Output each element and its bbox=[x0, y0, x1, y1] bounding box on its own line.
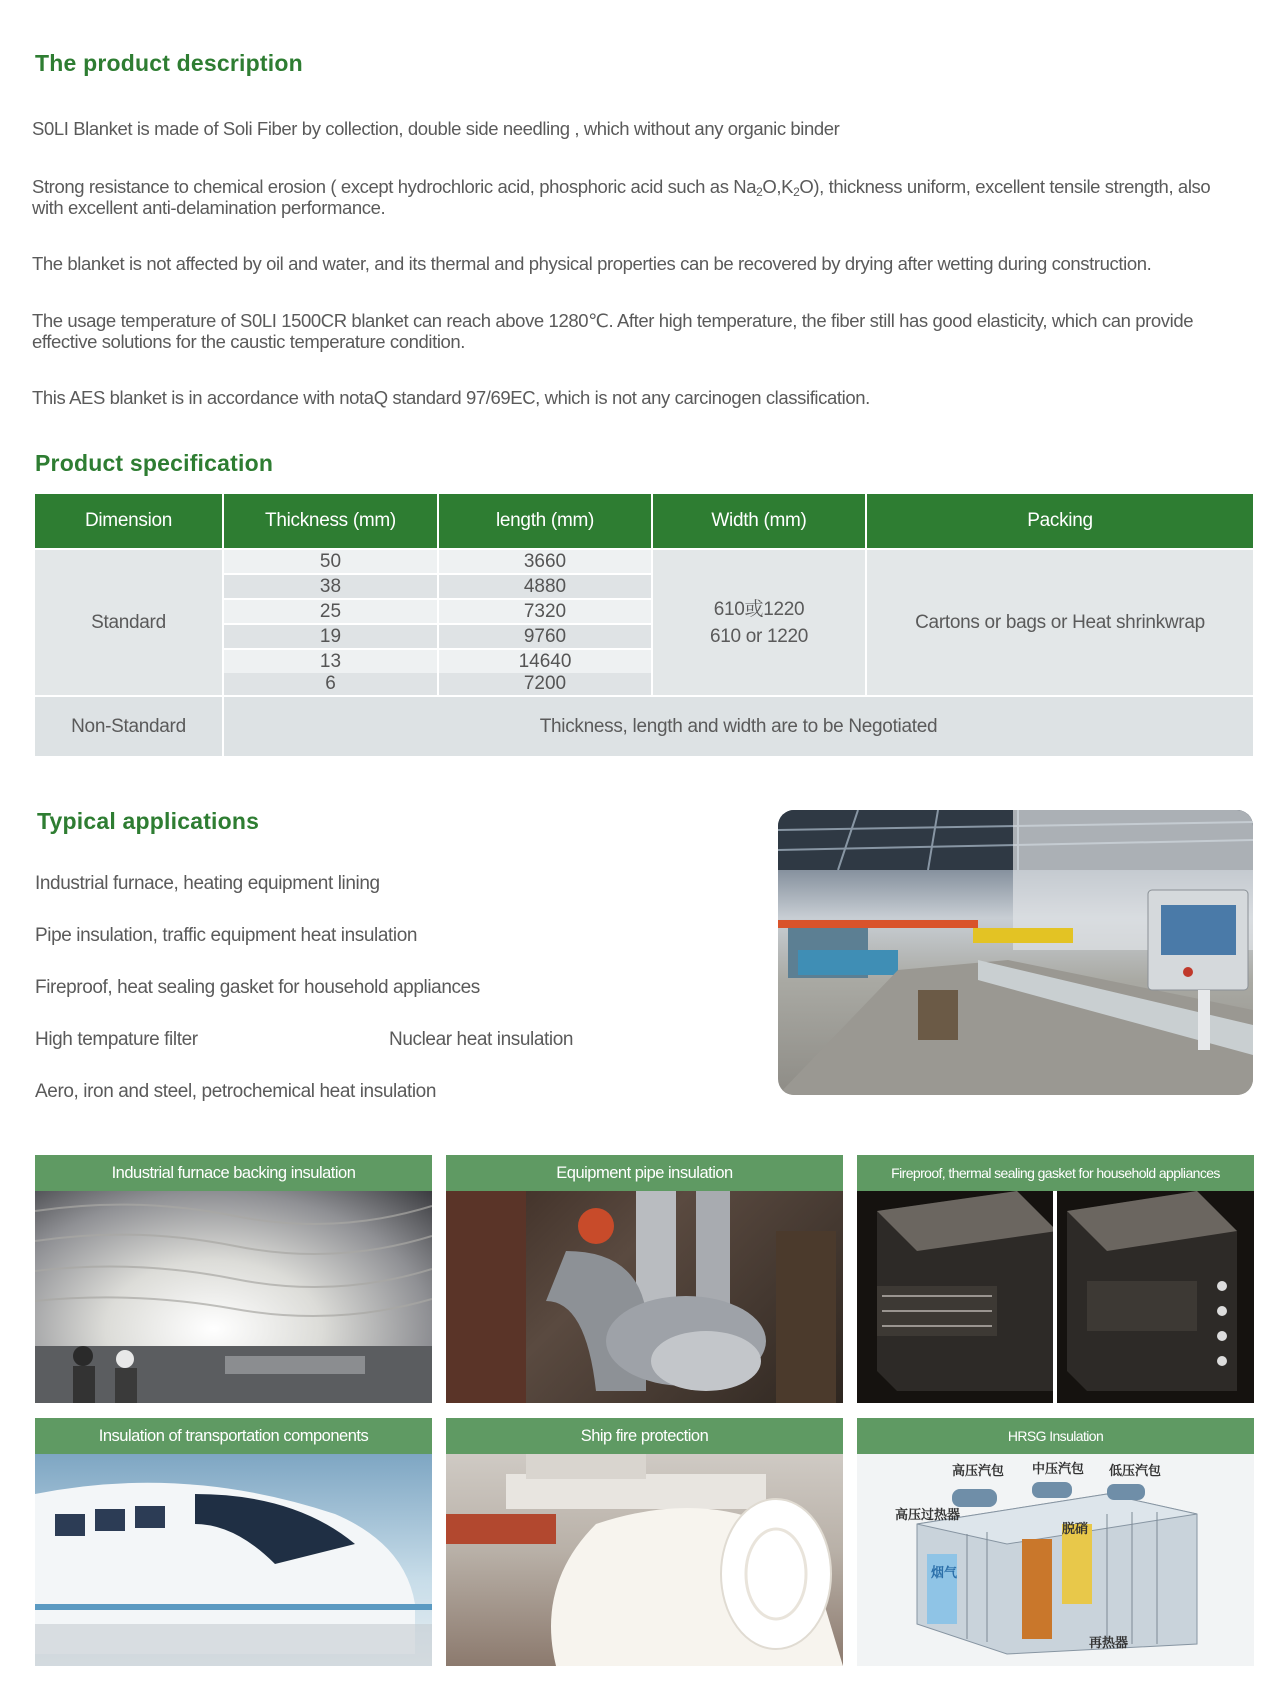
hrsg-label-flue-gas: 烟气 bbox=[931, 1566, 958, 1581]
header-packing: Packing bbox=[867, 494, 1253, 548]
gallery-caption: Fireproof, thermal sealing gasket for household appliances bbox=[857, 1155, 1254, 1191]
factory-photo bbox=[778, 810, 1253, 1095]
hrsg-label-denox: 脱硝 bbox=[1062, 1522, 1089, 1537]
hrsg-diagram bbox=[857, 1454, 1254, 1666]
factory-illustration bbox=[778, 810, 1253, 1095]
width-line-2: 610 or 1220 bbox=[709, 625, 809, 647]
table-cell-length: 7200 bbox=[439, 673, 651, 695]
table-cell-thickness: 38 bbox=[224, 575, 437, 598]
header-thickness: Thickness (mm) bbox=[224, 494, 437, 548]
description-paragraph-4: The usage temperature of S0LI 1500CR blanket can reach above 1280℃. After high temperature, the fiber still has good elasticity, which can provide effective solutions for the caustic temperature condition. bbox=[32, 310, 1194, 352]
header-length: length (mm) bbox=[439, 494, 651, 548]
train-illustration bbox=[35, 1454, 432, 1666]
pipe-photo bbox=[446, 1191, 843, 1403]
specification-heading: Product specification bbox=[35, 450, 274, 476]
description-paragraph-2: Strong resistance to chemical erosion ( except hydrochloric acid, phosphoric acid such as $Na_2O,K_2O$), thickness uniform, excellent tensile strength, also with excellent anti-delamination performance. bbox=[32, 176, 1211, 218]
application-item: Aero, iron and steel, petrochemical heat insulation bbox=[35, 1081, 437, 1102]
application-item: Nuclear heat insulation bbox=[389, 1029, 574, 1050]
table-cell-thickness: 25 bbox=[224, 600, 437, 623]
specification-table bbox=[35, 494, 1253, 756]
table-cell-length: 14640 bbox=[439, 650, 651, 673]
ship-illustration bbox=[446, 1454, 843, 1666]
hrsg-label-hp-drum: 高压汽包 bbox=[952, 1464, 1005, 1479]
width-line-1: 610或1220 bbox=[713, 598, 805, 620]
appliance-photo bbox=[857, 1191, 1254, 1403]
ship-photo bbox=[446, 1454, 843, 1666]
hrsg-illustration bbox=[857, 1454, 1254, 1666]
gallery-card-hrsg bbox=[857, 1418, 1254, 1666]
table-cell-length: 4880 bbox=[439, 575, 651, 598]
description-paragraph-3: The blanket is not affected by oil and water, and its thermal and physical properties can be recovered by drying after wetting during construction. bbox=[32, 253, 1152, 274]
table-cell-length: 3660 bbox=[439, 550, 651, 573]
nonstandard-text: Thickness, length and width are to be Negotiated bbox=[224, 697, 1253, 756]
table-cell-thickness: 50 bbox=[224, 550, 437, 573]
application-item: Pipe insulation, traffic equipment heat insulation bbox=[35, 925, 418, 946]
furnace-photo bbox=[35, 1191, 432, 1403]
gallery-card-train bbox=[35, 1418, 432, 1666]
nonstandard-label: Non-Standard bbox=[35, 697, 222, 756]
standard-label: Standard bbox=[35, 550, 222, 695]
gallery-caption: HRSG Insulation bbox=[857, 1418, 1254, 1454]
table-cell-thickness: 13 bbox=[224, 650, 437, 673]
train-photo bbox=[35, 1454, 432, 1666]
table-cell-length: 9760 bbox=[439, 625, 651, 648]
hrsg-label-mp-drum: 中压汽包 bbox=[1032, 1462, 1085, 1477]
pipe-illustration bbox=[446, 1191, 843, 1403]
gallery-card-pipe bbox=[446, 1155, 843, 1403]
gallery-card-appliance bbox=[857, 1155, 1254, 1403]
gallery-caption: Equipment pipe insulation bbox=[446, 1155, 843, 1191]
hrsg-label-hp-superheater: 高压过热器 bbox=[895, 1508, 961, 1523]
applications-heading: Typical applications bbox=[37, 808, 260, 834]
description-paragraph-1: S0LI Blanket is made of Soli Fiber by collection, double side needling , which without any organic binder bbox=[32, 118, 840, 139]
hrsg-label-reheater: 再热器 bbox=[1089, 1636, 1129, 1651]
width-cell bbox=[653, 550, 865, 695]
table-cell-length: 7320 bbox=[439, 600, 651, 623]
table-cell-thickness: 19 bbox=[224, 625, 437, 648]
header-width: Width (mm) bbox=[653, 494, 865, 548]
gallery-caption: Insulation of transportation components bbox=[35, 1418, 432, 1454]
table-cell-thickness: 6 bbox=[224, 673, 437, 695]
description-paragraph-5: This AES blanket is in accordance with notaQ standard 97/69EC, which is not any carcinogen classification. bbox=[32, 387, 870, 408]
gallery-caption: Industrial furnace backing insulation bbox=[35, 1155, 432, 1191]
appliance-illustration bbox=[857, 1191, 1254, 1403]
packing-cell: Cartons or bags or Heat shrinkwrap bbox=[867, 550, 1253, 695]
gallery-card-ship bbox=[446, 1418, 843, 1666]
header-dimension: Dimension bbox=[35, 494, 222, 548]
application-item: High tempature filter bbox=[35, 1029, 198, 1050]
gallery-caption: Ship fire protection bbox=[446, 1418, 843, 1454]
furnace-illustration bbox=[35, 1191, 432, 1403]
application-item: Industrial furnace, heating equipment lining bbox=[35, 873, 380, 894]
hrsg-label-lp-drum: 低压汽包 bbox=[1109, 1464, 1162, 1479]
application-item: Fireproof, heat sealing gasket for household appliances bbox=[35, 977, 480, 998]
gallery-card-furnace bbox=[35, 1155, 432, 1403]
description-heading: The product description bbox=[35, 50, 303, 76]
